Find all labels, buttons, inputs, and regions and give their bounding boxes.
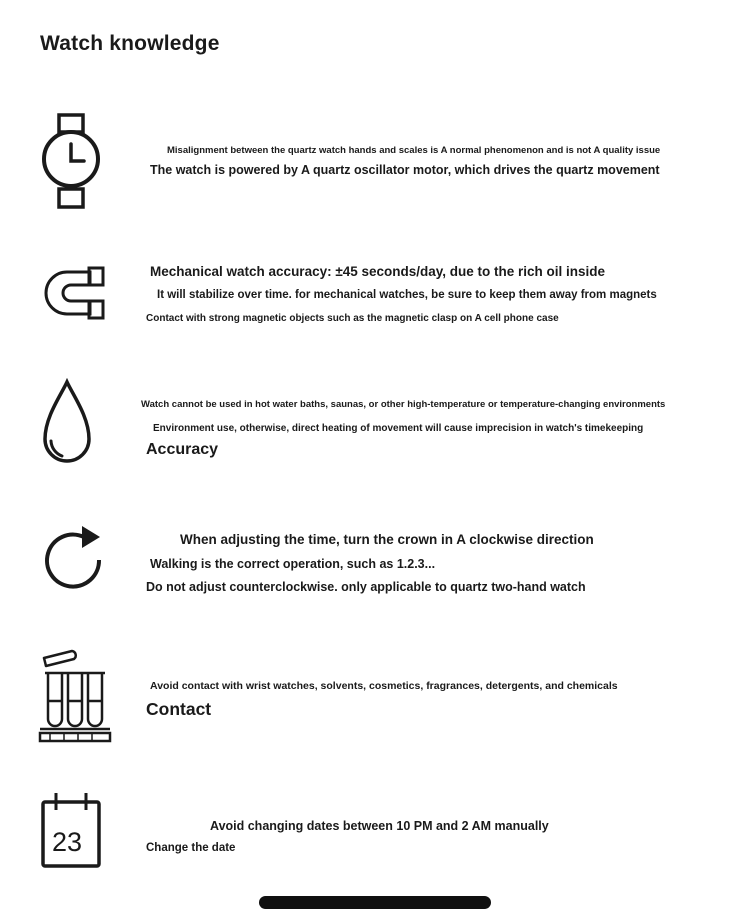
section-note: Avoid contact with wrist watches, solvents, cosmetics, fragrances, detergents, and chemicals	[150, 680, 618, 692]
section-magnetism	[0, 258, 750, 338]
section-text: When adjusting the time, turn the crown in A clockwise direction	[180, 532, 594, 547]
calendar-day-number: 23	[52, 827, 83, 857]
calendar-icon	[40, 790, 102, 870]
section-text: The watch is powered by A quartz oscillator motor, which drives the quartz movement	[150, 163, 660, 177]
section-text: Change the date	[146, 842, 236, 854]
section-text: Walking is the correct operation, such as 1.2.3...	[150, 557, 436, 571]
section-chemicals	[0, 645, 750, 745]
section-heading: Accuracy	[146, 441, 219, 458]
test-tubes-icon	[38, 647, 112, 743]
section-note: Watch cannot be used in hot water baths, saunas, or other high-temperature or temperature-changing environments	[141, 399, 666, 410]
home-indicator-bar[interactable]	[259, 896, 491, 909]
wristwatch-icon	[42, 113, 100, 213]
section-heading: Contact	[146, 699, 212, 719]
page-title: Watch knowledge	[40, 32, 220, 55]
section-text: Avoid changing dates between 10 PM and 2 AM manually	[210, 819, 549, 833]
water-drop-icon	[38, 378, 96, 470]
section-text: Do not adjust counterclockwise. only applicable to quartz two-hand watch	[146, 580, 586, 594]
magnet-icon	[40, 264, 106, 322]
rotate-clockwise-icon	[42, 524, 104, 594]
section-note: Environment use, otherwise, direct heating of movement will cause imprecision in watch's timekeeping	[153, 423, 644, 434]
section-text: It will stabilize over time. for mechanical watches, be sure to keep them away from magnets	[157, 289, 657, 301]
section-time-adjustment	[0, 520, 750, 600]
section-date-change	[0, 788, 750, 878]
section-temperature	[0, 375, 750, 475]
section-note: Misalignment between the quartz watch hands and scales is A normal phenomenon and is not A quality issue	[167, 145, 661, 156]
section-text: Mechanical watch accuracy: ±45 seconds/day, due to the rich oil inside	[150, 264, 606, 279]
section-note: Contact with strong magnetic objects such as the magnetic clasp on A cell phone case	[146, 313, 559, 324]
section-movement	[0, 110, 750, 220]
